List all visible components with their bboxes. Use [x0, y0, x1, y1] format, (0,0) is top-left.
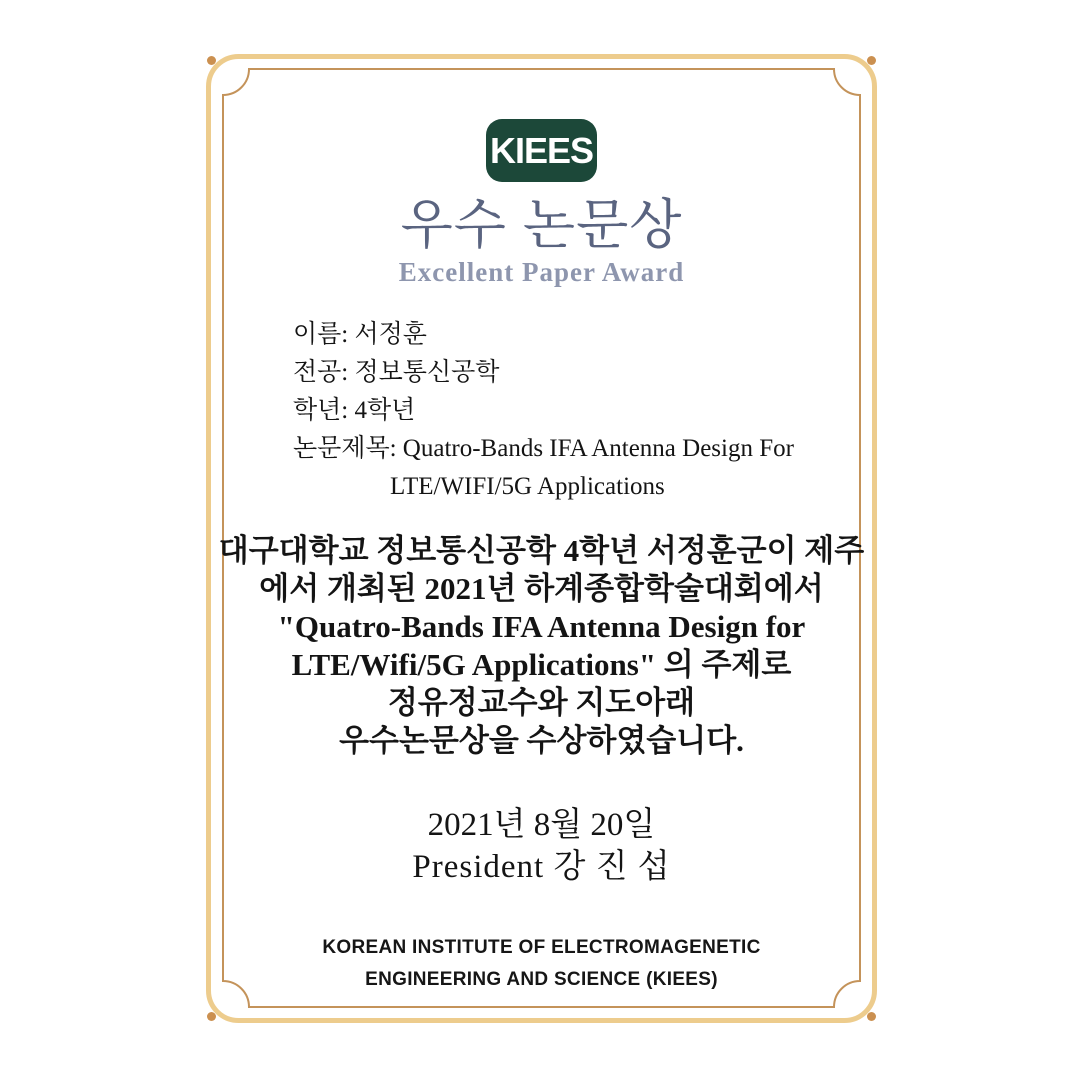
certificate-content: [206, 54, 877, 1023]
citation-line-2: 에서 개최된 2021년 하계종합학술대회에서: [259, 571, 824, 606]
institute-name: [206, 932, 877, 996]
citation-line-3: "Quatro-Bands IFA Antenna Design for: [277, 609, 806, 644]
citation-line-5: 정유정교수와 지도아래: [387, 685, 696, 720]
recipient-fields: [293, 316, 853, 506]
field-name: 이름: 서정훈: [293, 321, 427, 348]
president-signature: President 강 진 섭: [412, 849, 671, 885]
field-year: 학년: 4학년: [293, 397, 416, 424]
award-title-korean: 우수 논문상: [400, 195, 683, 255]
award-title-english: Excellent Paper Award: [398, 257, 685, 287]
citation-line-1: 대구대학교 정보통신공학 4학년 서정훈군이 제주: [218, 533, 865, 568]
field-paper-title-line1: 논문제목: Quatro-Bands IFA Antenna Design For: [293, 435, 794, 462]
logo-container: [206, 119, 877, 182]
field-major: 전공: 정보통신공학: [293, 359, 500, 386]
institute-name-line2: ENGINEERING AND SCIENCE (KIEES): [365, 969, 718, 990]
citation-paragraph: [206, 532, 877, 760]
citation-line-4: LTE/Wifi/5G Applications" 의 주제로: [291, 647, 792, 682]
field-paper-title-line2: LTE/WIFI/5G Applications: [390, 473, 665, 500]
award-date: 2021년 8월 20일: [427, 807, 656, 843]
citation-line-6: 우수논문상을 수상하였습니다.: [339, 723, 744, 758]
kiees-logo: KIEES: [486, 119, 597, 182]
institute-name-line1: KOREAN INSTITUTE OF ELECTROMAGENETIC: [322, 937, 761, 958]
